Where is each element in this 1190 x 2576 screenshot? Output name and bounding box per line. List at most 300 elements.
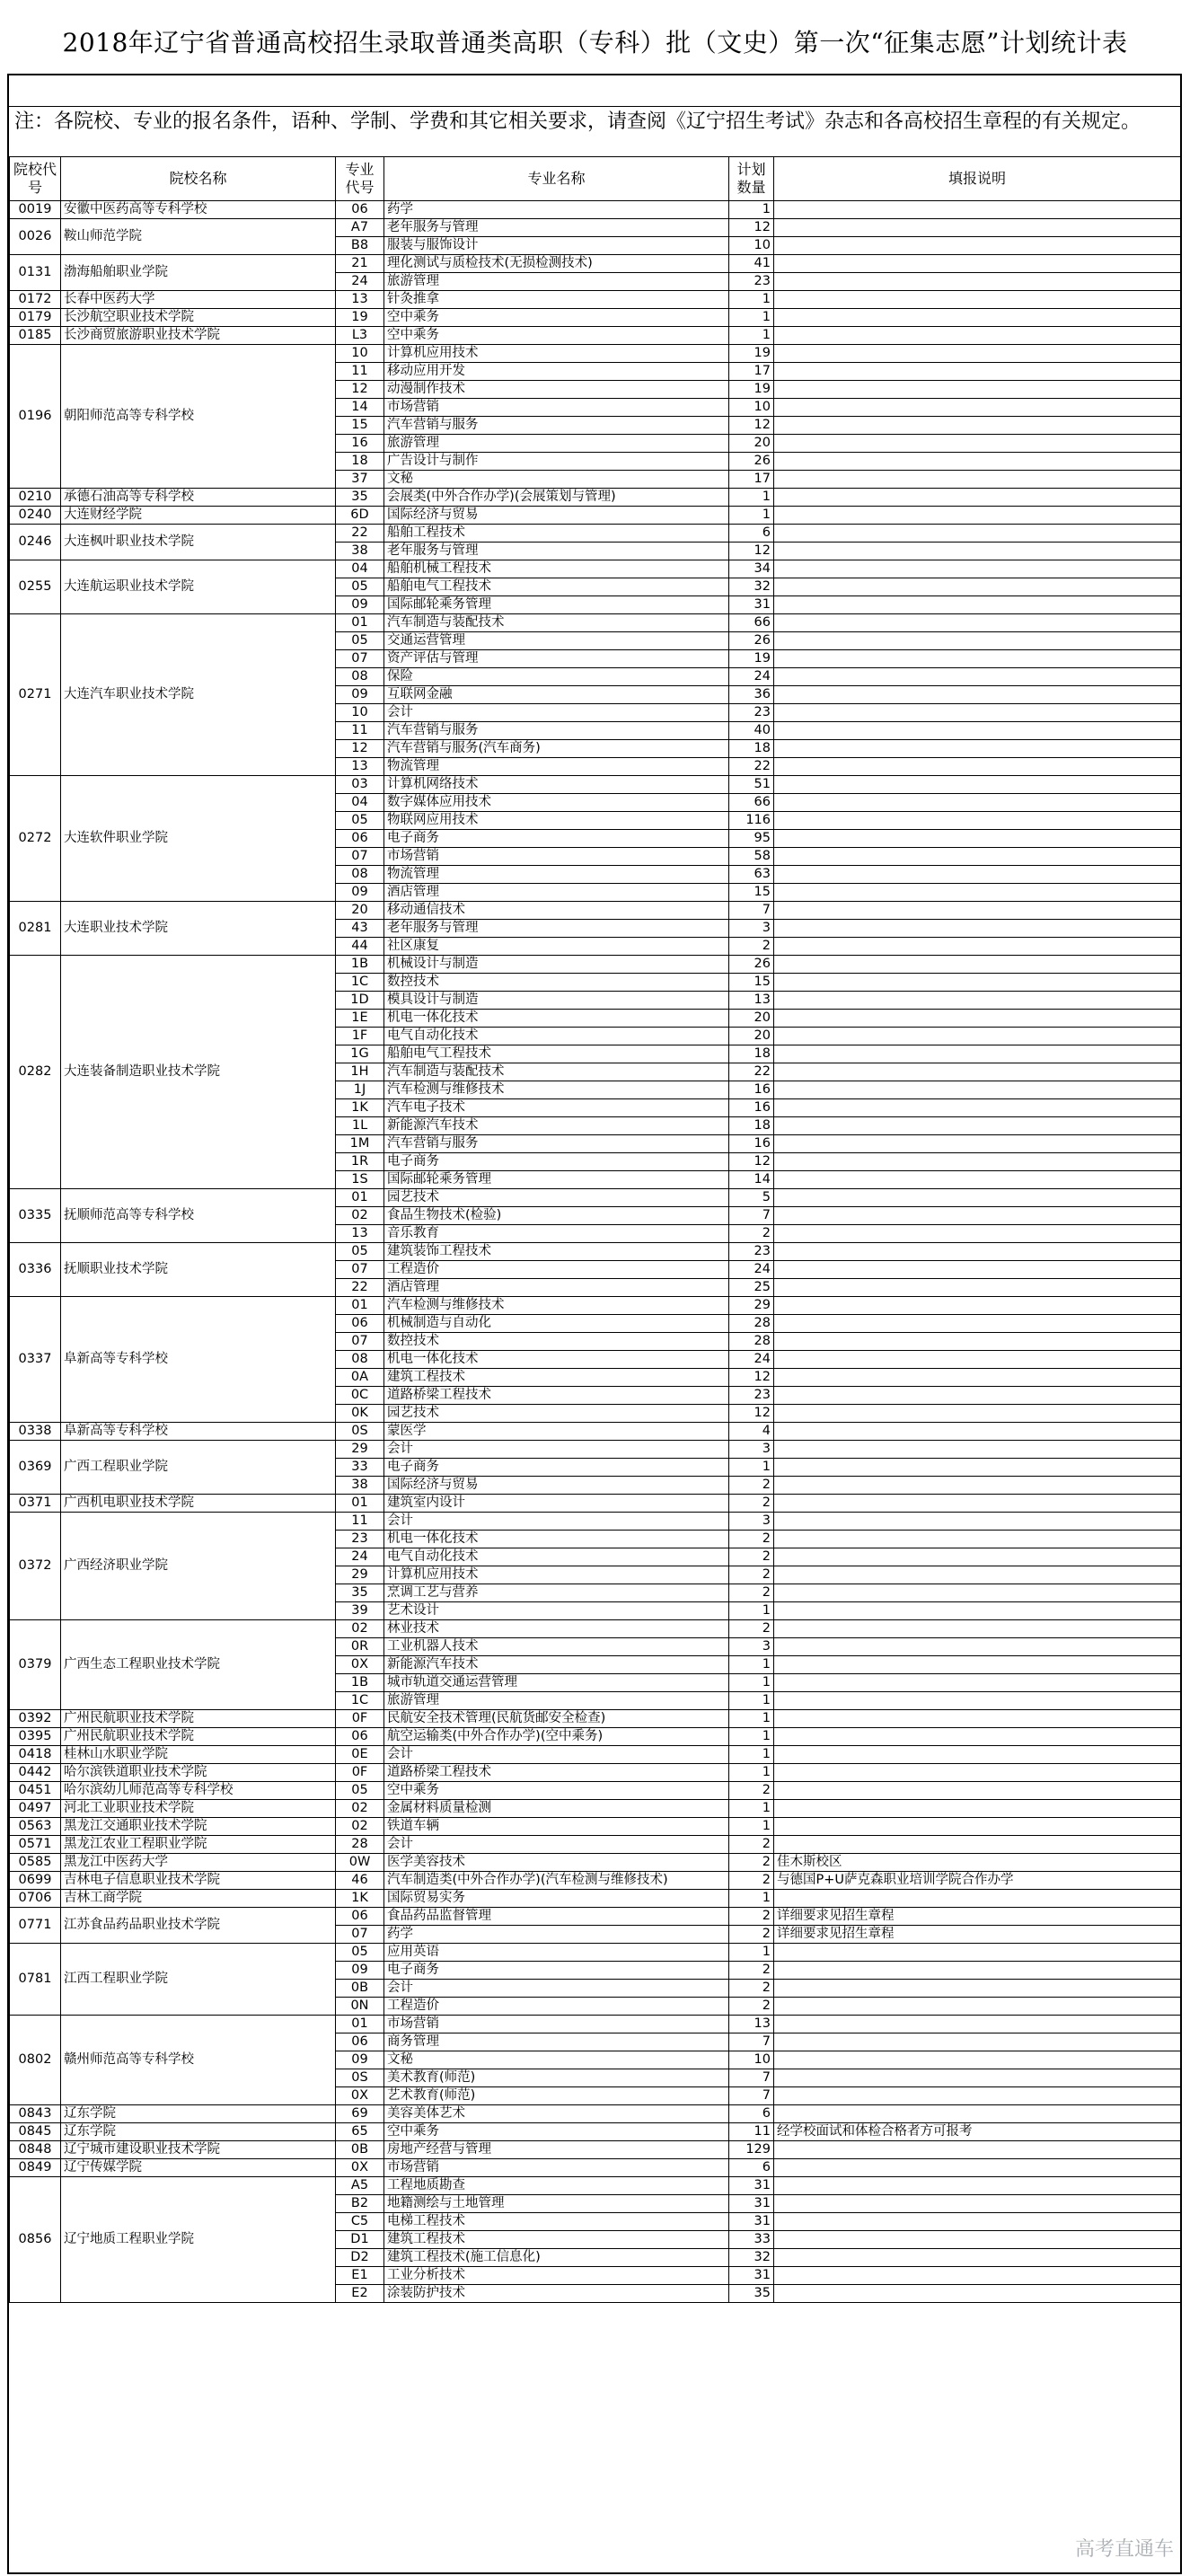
- table-row: [10, 1620, 1181, 1638]
- major-name-cell: 空中乘务: [384, 2123, 729, 2141]
- school-name-cell: 大连软件职业学院: [61, 776, 336, 902]
- remark-cell: [774, 2285, 1181, 2303]
- major-name-cell: 房地产经营与管理: [384, 2141, 729, 2159]
- major-name-cell: 新能源汽车技术: [384, 1656, 729, 1674]
- major-code-cell: 0X: [336, 2087, 384, 2105]
- remark-cell: [774, 1369, 1181, 1387]
- major-code-cell: 14: [336, 399, 384, 417]
- major-name-cell: 建筑工程技术(施工信息化): [384, 2249, 729, 2267]
- plan-count-cell: 16: [729, 1135, 774, 1153]
- remark-cell: [774, 381, 1181, 399]
- school-code-cell: 0802: [10, 2016, 61, 2105]
- major-name-cell: 电气自动化技术: [384, 1028, 729, 1045]
- major-code-cell: 06: [336, 1908, 384, 1926]
- plan-count-cell: 32: [729, 578, 774, 596]
- table-row: [10, 1764, 1181, 1782]
- major-code-cell: 01: [336, 1495, 384, 1513]
- major-code-cell: 07: [336, 1333, 384, 1351]
- school-code-cell: 0240: [10, 507, 61, 525]
- plan-count-cell: 7: [729, 1207, 774, 1225]
- plan-count-cell: 2: [729, 1531, 774, 1548]
- major-name-cell: 物流管理: [384, 866, 729, 884]
- remark-cell: [774, 1728, 1181, 1746]
- major-code-cell: 33: [336, 1459, 384, 1477]
- major-code-cell: 1C: [336, 974, 384, 992]
- major-code-cell: 38: [336, 543, 384, 560]
- remark-cell: [774, 722, 1181, 740]
- remark-cell: [774, 956, 1181, 974]
- plan-count-cell: 1: [729, 309, 774, 327]
- major-code-cell: 07: [336, 1926, 384, 1944]
- major-code-cell: 12: [336, 381, 384, 399]
- major-code-cell: 1J: [336, 1081, 384, 1099]
- major-code-cell: 10: [336, 345, 384, 363]
- major-name-cell: 市场营销: [384, 848, 729, 866]
- remark-cell: [774, 1602, 1181, 1620]
- plan-count-cell: 32: [729, 2249, 774, 2267]
- school-code-cell: 0172: [10, 291, 61, 309]
- table-row: [10, 1800, 1181, 1818]
- plan-count-cell: 26: [729, 956, 774, 974]
- major-code-cell: 11: [336, 363, 384, 381]
- major-name-cell: 动漫制作技术: [384, 381, 729, 399]
- major-name-cell: 会计: [384, 1746, 729, 1764]
- plan-count-cell: 2: [729, 1566, 774, 1584]
- remark-cell: [774, 1477, 1181, 1495]
- major-code-cell: 39: [336, 1602, 384, 1620]
- plan-count-cell: 19: [729, 650, 774, 668]
- major-name-cell: 服装与服饰设计: [384, 237, 729, 255]
- remark-cell: [774, 668, 1181, 686]
- table-row: [10, 327, 1181, 345]
- school-name-cell: 朝阳师范高等专科学校: [61, 345, 336, 489]
- plan-count-cell: 2: [729, 1836, 774, 1854]
- remark-cell: [774, 237, 1181, 255]
- major-code-cell: 06: [336, 201, 384, 219]
- remark-cell: [774, 1513, 1181, 1531]
- major-name-cell: 会计: [384, 1513, 729, 1531]
- plan-count-cell: 2: [729, 1908, 774, 1926]
- major-name-cell: 烹调工艺与营养: [384, 1584, 729, 1602]
- plan-count-cell: 2: [729, 1980, 774, 1998]
- major-code-cell: 09: [336, 2051, 384, 2069]
- plan-count-cell: 12: [729, 1405, 774, 1423]
- table-row: [10, 560, 1181, 578]
- major-code-cell: 04: [336, 560, 384, 578]
- remark-cell: [774, 1243, 1181, 1261]
- school-name-cell: 大连装备制造职业技术学院: [61, 956, 336, 1189]
- remark-cell: [774, 1225, 1181, 1243]
- major-name-cell: 针灸推拿: [384, 291, 729, 309]
- school-code-cell: 0337: [10, 1297, 61, 1423]
- major-code-cell: 0S: [336, 2069, 384, 2087]
- plan-count-cell: 40: [729, 722, 774, 740]
- major-name-cell: 资产评估与管理: [384, 650, 729, 668]
- school-code-cell: 0371: [10, 1495, 61, 1513]
- plan-count-cell: 16: [729, 1081, 774, 1099]
- major-name-cell: 蒙医学: [384, 1423, 729, 1441]
- plan-count-cell: 31: [729, 2213, 774, 2231]
- remark-cell: [774, 686, 1181, 704]
- school-code-cell: 0843: [10, 2105, 61, 2123]
- major-code-cell: 0R: [336, 1638, 384, 1656]
- school-code-cell: 0781: [10, 1944, 61, 2016]
- plan-count-cell: 20: [729, 1010, 774, 1028]
- table-row: [10, 1710, 1181, 1728]
- major-name-cell: 交通运营管理: [384, 632, 729, 650]
- major-code-cell: 0C: [336, 1387, 384, 1405]
- plan-count-cell: 2: [729, 1584, 774, 1602]
- major-name-cell: 会计: [384, 1980, 729, 1998]
- remark-cell: [774, 255, 1181, 273]
- major-code-cell: 06: [336, 830, 384, 848]
- plan-count-cell: 7: [729, 2069, 774, 2087]
- plan-count-cell: 31: [729, 2177, 774, 2195]
- major-name-cell: 工程造价: [384, 1998, 729, 2016]
- major-name-cell: 国际邮轮乘务管理: [384, 1171, 729, 1189]
- plan-count-cell: 51: [729, 776, 774, 794]
- school-code-cell: 0418: [10, 1746, 61, 1764]
- table-row: [10, 255, 1181, 273]
- remark-cell: [774, 632, 1181, 650]
- major-name-cell: 汽车营销与服务: [384, 722, 729, 740]
- school-name-cell: 安徽中医药高等专科学校: [61, 201, 336, 219]
- school-name-cell: 广西生态工程职业技术学院: [61, 1620, 336, 1710]
- plan-count-cell: 1: [729, 1944, 774, 1962]
- remark-cell: [774, 1836, 1181, 1854]
- plan-count-cell: 23: [729, 273, 774, 291]
- major-code-cell: C5: [336, 2213, 384, 2231]
- major-name-cell: 汽车制造与装配技术: [384, 614, 729, 632]
- plan-count-cell: 2: [729, 1495, 774, 1513]
- major-code-cell: 15: [336, 417, 384, 435]
- remark-cell: [774, 1405, 1181, 1423]
- remark-cell: 佳木斯校区: [774, 1854, 1181, 1872]
- major-name-cell: 市场营销: [384, 399, 729, 417]
- major-name-cell: 船舶工程技术: [384, 525, 729, 543]
- major-code-cell: 0X: [336, 2159, 384, 2177]
- major-code-cell: 03: [336, 776, 384, 794]
- major-name-cell: 电梯工程技术: [384, 2213, 729, 2231]
- major-code-cell: 18: [336, 453, 384, 471]
- major-name-cell: 互联网金融: [384, 686, 729, 704]
- plan-count-cell: 1: [729, 1692, 774, 1710]
- remark-cell: [774, 938, 1181, 956]
- major-code-cell: 09: [336, 1962, 384, 1980]
- plan-count-cell: 6: [729, 525, 774, 543]
- major-name-cell: 电气自动化技术: [384, 1548, 729, 1566]
- major-code-cell: 0E: [336, 1746, 384, 1764]
- header-plan-count: 计划数量: [729, 157, 774, 201]
- plan-count-cell: 2: [729, 1962, 774, 1980]
- major-code-cell: D1: [336, 2231, 384, 2249]
- major-code-cell: 65: [336, 2123, 384, 2141]
- remark-cell: [774, 1063, 1181, 1081]
- plan-count-cell: 22: [729, 758, 774, 776]
- remark-cell: [774, 2105, 1181, 2123]
- major-name-cell: 物流管理: [384, 758, 729, 776]
- school-code-cell: 0026: [10, 219, 61, 255]
- major-code-cell: 1B: [336, 956, 384, 974]
- remark-cell: [774, 830, 1181, 848]
- major-name-cell: 老年服务与管理: [384, 543, 729, 560]
- remark-cell: [774, 1099, 1181, 1117]
- school-name-cell: 广西机电职业技术学院: [61, 1495, 336, 1513]
- plan-count-cell: 28: [729, 1333, 774, 1351]
- school-code-cell: 0771: [10, 1908, 61, 1944]
- table-row: [10, 1782, 1181, 1800]
- major-name-cell: 道路桥梁工程技术: [384, 1764, 729, 1782]
- school-name-cell: 抚顺师范高等专科学校: [61, 1189, 336, 1243]
- plan-count-cell: 2: [729, 1225, 774, 1243]
- plan-count-cell: 95: [729, 830, 774, 848]
- plan-count-cell: 24: [729, 1351, 774, 1369]
- plan-count-cell: 11: [729, 2123, 774, 2141]
- major-code-cell: 29: [336, 1441, 384, 1459]
- major-code-cell: 0F: [336, 1764, 384, 1782]
- major-name-cell: 会展类(中外合作办学)(会展策划与管理): [384, 489, 729, 507]
- table-row: [10, 2141, 1181, 2159]
- major-name-cell: 会计: [384, 704, 729, 722]
- remark-cell: [774, 453, 1181, 471]
- plan-count-cell: 36: [729, 686, 774, 704]
- plan-count-cell: 7: [729, 902, 774, 920]
- plan-count-cell: 41: [729, 255, 774, 273]
- major-name-cell: 建筑工程技术: [384, 2231, 729, 2249]
- plan-count-cell: 12: [729, 1153, 774, 1171]
- plan-count-cell: 58: [729, 848, 774, 866]
- remark-cell: [774, 1351, 1181, 1369]
- remark-cell: [774, 273, 1181, 291]
- table-row: [10, 1243, 1181, 1261]
- plan-count-cell: 13: [729, 2016, 774, 2033]
- school-name-cell: 阜新高等专科学校: [61, 1423, 336, 1441]
- school-code-cell: 0585: [10, 1854, 61, 1872]
- remark-cell: [774, 740, 1181, 758]
- plan-count-cell: 18: [729, 1045, 774, 1063]
- school-name-cell: 黑龙江中医药大学: [61, 1854, 336, 1872]
- school-code-cell: 0442: [10, 1764, 61, 1782]
- major-name-cell: 汽车检测与维修技术: [384, 1081, 729, 1099]
- plan-count-cell: 2: [729, 938, 774, 956]
- major-name-cell: 文秘: [384, 2051, 729, 2069]
- remark-cell: [774, 1548, 1181, 1566]
- remark-cell: [774, 2159, 1181, 2177]
- table-row: [10, 1189, 1181, 1207]
- major-name-cell: 移动通信技术: [384, 902, 729, 920]
- school-name-cell: 抚顺职业技术学院: [61, 1243, 336, 1297]
- major-name-cell: 数控技术: [384, 974, 729, 992]
- school-code-cell: 0019: [10, 201, 61, 219]
- major-code-cell: 05: [336, 1782, 384, 1800]
- major-code-cell: 1R: [336, 1153, 384, 1171]
- major-code-cell: 1M: [336, 1135, 384, 1153]
- remark-cell: [774, 848, 1181, 866]
- major-name-cell: 空中乘务: [384, 1782, 729, 1800]
- school-name-cell: 辽宁城市建设职业技术学院: [61, 2141, 336, 2159]
- table-row: [10, 902, 1181, 920]
- plan-count-cell: 1: [729, 507, 774, 525]
- major-code-cell: 11: [336, 1513, 384, 1531]
- school-name-cell: 赣州师范高等专科学校: [61, 2016, 336, 2105]
- remark-cell: [774, 1279, 1181, 1297]
- major-name-cell: 空中乘务: [384, 309, 729, 327]
- table-row: [10, 1513, 1181, 1531]
- major-name-cell: 市场营销: [384, 2016, 729, 2033]
- major-name-cell: 电子商务: [384, 1459, 729, 1477]
- major-name-cell: 音乐教育: [384, 1225, 729, 1243]
- plan-count-cell: 31: [729, 2195, 774, 2213]
- plan-count-cell: 17: [729, 471, 774, 489]
- plan-count-cell: 3: [729, 1513, 774, 1531]
- school-code-cell: 0336: [10, 1243, 61, 1297]
- table-header-row: [10, 157, 1181, 201]
- remark-cell: [774, 866, 1181, 884]
- plan-count-cell: 10: [729, 2051, 774, 2069]
- major-code-cell: 0B: [336, 1980, 384, 1998]
- plan-count-cell: 29: [729, 1297, 774, 1315]
- school-code-cell: 0563: [10, 1818, 61, 1836]
- plan-count-cell: 1: [729, 1818, 774, 1836]
- school-code-cell: 0379: [10, 1620, 61, 1710]
- school-code-cell: 0451: [10, 1782, 61, 1800]
- major-name-cell: 电子商务: [384, 1153, 729, 1171]
- major-code-cell: 0B: [336, 2141, 384, 2159]
- plan-count-cell: 19: [729, 345, 774, 363]
- remark-cell: [774, 1692, 1181, 1710]
- school-name-cell: 黑龙江交通职业技术学院: [61, 1818, 336, 1836]
- school-code-cell: 0848: [10, 2141, 61, 2159]
- major-name-cell: 国际经济与贸易: [384, 507, 729, 525]
- remark-cell: [774, 309, 1181, 327]
- table-row: [10, 507, 1181, 525]
- major-name-cell: 地籍测绘与土地管理: [384, 2195, 729, 2213]
- remark-cell: [774, 2267, 1181, 2285]
- school-name-cell: 哈尔滨铁道职业技术学院: [61, 1764, 336, 1782]
- remark-cell: [774, 758, 1181, 776]
- school-code-cell: 0571: [10, 1836, 61, 1854]
- major-code-cell: 1H: [336, 1063, 384, 1081]
- plan-count-cell: 63: [729, 866, 774, 884]
- plan-count-cell: 2: [729, 1872, 774, 1890]
- remark-cell: [774, 578, 1181, 596]
- plan-count-cell: 7: [729, 2087, 774, 2105]
- major-code-cell: 02: [336, 1620, 384, 1638]
- major-code-cell: 08: [336, 866, 384, 884]
- major-name-cell: 老年服务与管理: [384, 219, 729, 237]
- remark-cell: [774, 399, 1181, 417]
- school-name-cell: 辽宁传媒学院: [61, 2159, 336, 2177]
- remark-cell: [774, 1028, 1181, 1045]
- school-code-cell: 0706: [10, 1890, 61, 1908]
- table-row: [10, 1818, 1181, 1836]
- major-code-cell: 1F: [336, 1028, 384, 1045]
- header-major-code: 专业代号: [336, 157, 384, 201]
- remark-cell: [774, 1998, 1181, 2016]
- major-name-cell: 计算机应用技术: [384, 345, 729, 363]
- major-name-cell: 食品生物技术(检验): [384, 1207, 729, 1225]
- school-name-cell: 江西工程职业学院: [61, 1944, 336, 2016]
- table-row: [10, 1908, 1181, 1926]
- major-name-cell: 金属材料质量检测: [384, 1800, 729, 1818]
- plan-count-cell: 22: [729, 1063, 774, 1081]
- remark-cell: [774, 417, 1181, 435]
- major-name-cell: 酒店管理: [384, 884, 729, 902]
- remark-cell: [774, 1782, 1181, 1800]
- major-code-cell: 02: [336, 1207, 384, 1225]
- statistics-table-frame: [7, 74, 1182, 2574]
- major-code-cell: 01: [336, 1297, 384, 1315]
- major-name-cell: 机械设计与制造: [384, 956, 729, 974]
- major-name-cell: 旅游管理: [384, 1692, 729, 1710]
- plan-count-cell: 5: [729, 1189, 774, 1207]
- plan-count-cell: 10: [729, 399, 774, 417]
- plan-count-cell: 17: [729, 363, 774, 381]
- major-name-cell: 模具设计与制造: [384, 992, 729, 1010]
- major-name-cell: 船舶机械工程技术: [384, 560, 729, 578]
- school-name-cell: 长春中医药大学: [61, 291, 336, 309]
- remark-cell: [774, 1207, 1181, 1225]
- major-name-cell: 美容美体艺术: [384, 2105, 729, 2123]
- remark-cell: [774, 2033, 1181, 2051]
- remark-cell: [774, 1189, 1181, 1207]
- major-code-cell: 09: [336, 686, 384, 704]
- remark-cell: [774, 1010, 1181, 1028]
- major-code-cell: 1G: [336, 1045, 384, 1063]
- major-name-cell: 物联网应用技术: [384, 812, 729, 830]
- school-name-cell: 广州民航职业技术学院: [61, 1710, 336, 1728]
- major-name-cell: 食品药品监督管理: [384, 1908, 729, 1926]
- plan-count-cell: 3: [729, 1441, 774, 1459]
- remark-cell: 详细要求见招生章程: [774, 1926, 1181, 1944]
- remark-cell: [774, 543, 1181, 560]
- school-name-cell: 鞍山师范学院: [61, 219, 336, 255]
- school-code-cell: 0131: [10, 255, 61, 291]
- remark-cell: [774, 2249, 1181, 2267]
- major-code-cell: 07: [336, 1261, 384, 1279]
- plan-count-cell: 10: [729, 237, 774, 255]
- remark-cell: [774, 974, 1181, 992]
- plan-count-cell: 12: [729, 219, 774, 237]
- plan-count-cell: 2: [729, 1782, 774, 1800]
- table-row: [10, 309, 1181, 327]
- major-name-cell: 旅游管理: [384, 273, 729, 291]
- major-code-cell: A5: [336, 2177, 384, 2195]
- plan-count-cell: 1: [729, 1746, 774, 1764]
- plan-count-cell: 20: [729, 435, 774, 453]
- plan-count-cell: 18: [729, 1117, 774, 1135]
- major-name-cell: 机电一体化技术: [384, 1010, 729, 1028]
- school-name-cell: 长沙商贸旅游职业技术学院: [61, 327, 336, 345]
- major-code-cell: 1E: [336, 1010, 384, 1028]
- remark-cell: [774, 2177, 1181, 2195]
- table-row: [10, 1423, 1181, 1441]
- plan-count-cell: 23: [729, 1243, 774, 1261]
- major-code-cell: 23: [336, 1531, 384, 1548]
- remark-cell: [774, 1620, 1181, 1638]
- major-name-cell: 移动应用开发: [384, 363, 729, 381]
- remark-cell: [774, 1818, 1181, 1836]
- major-name-cell: 新能源汽车技术: [384, 1117, 729, 1135]
- major-code-cell: 1C: [336, 1692, 384, 1710]
- school-name-cell: 吉林工商学院: [61, 1890, 336, 1908]
- remark-cell: [774, 884, 1181, 902]
- major-code-cell: 05: [336, 1243, 384, 1261]
- table-row: [10, 1854, 1181, 1872]
- major-code-cell: 12: [336, 740, 384, 758]
- table-row: [10, 2177, 1181, 2195]
- school-name-cell: 河北工业职业技术学院: [61, 1800, 336, 1818]
